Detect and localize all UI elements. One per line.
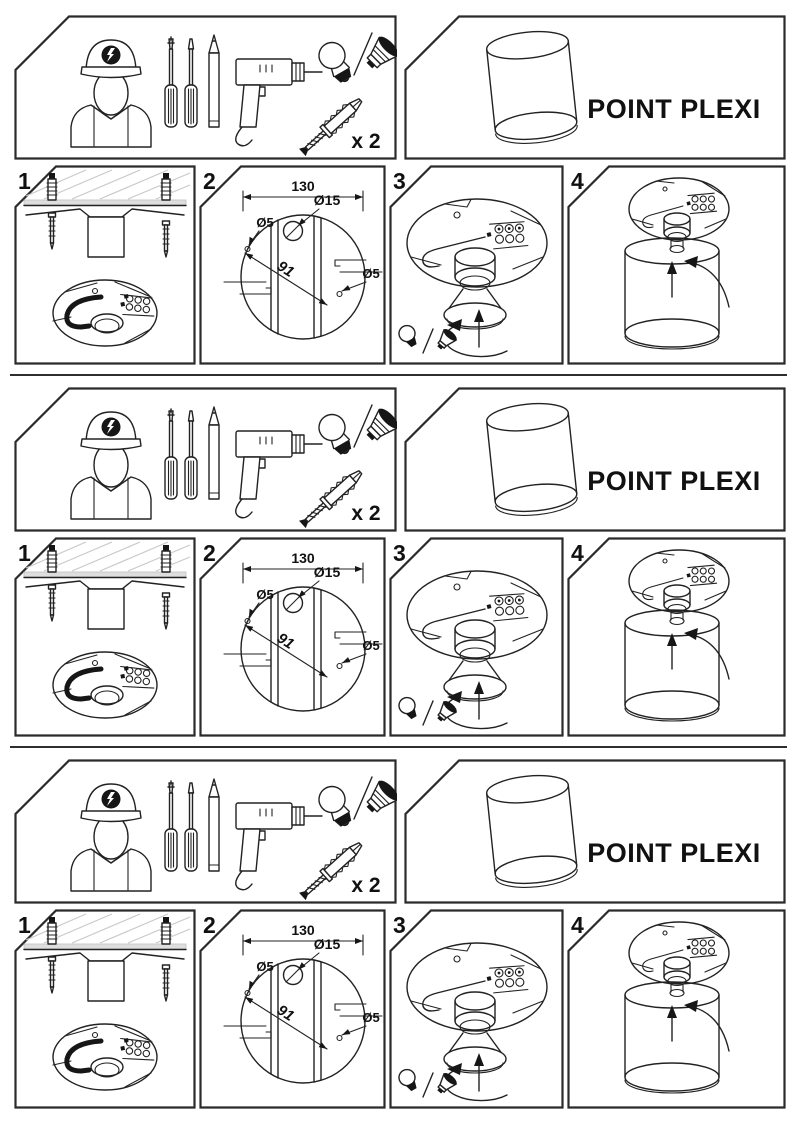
- svg-text:130: 130: [291, 178, 315, 194]
- mounting-plate: [53, 280, 157, 346]
- panel-border: [406, 389, 785, 531]
- product-title: POINT PLEXI: [587, 466, 761, 496]
- step-number: 1: [18, 912, 31, 938]
- pencil-icon: [209, 779, 219, 871]
- mounting-plate: [53, 1024, 157, 1090]
- step-panel-1: [14, 909, 196, 1109]
- product-title: POINT PLEXI: [587, 94, 761, 124]
- step-number: 4: [571, 168, 584, 194]
- mounting-plate: [53, 652, 157, 718]
- panel-border: [406, 761, 785, 903]
- step-panel-4: [567, 165, 786, 365]
- svg-text:Ø15: Ø15: [313, 564, 341, 580]
- junction-box: [88, 217, 124, 257]
- svg-text:Ø5: Ø5: [256, 959, 274, 974]
- junction-box: [88, 961, 124, 1001]
- step-number: 3: [393, 540, 406, 566]
- svg-text:Ø15: Ø15: [313, 192, 341, 208]
- step-panel-4: [567, 909, 786, 1109]
- product-panel: [404, 759, 786, 904]
- step-panel-1: [14, 537, 196, 737]
- instruction-block: [0, 759, 793, 1109]
- step-number: 4: [571, 912, 584, 938]
- tools-panel: [14, 387, 397, 532]
- panel-border: [406, 17, 785, 159]
- step-number: 2: [203, 912, 216, 938]
- anchor-quantity-label: x 2: [351, 502, 381, 525]
- step-panel-2: [199, 909, 386, 1109]
- svg-text:Ø5: Ø5: [362, 638, 380, 653]
- svg-text:Ø5: Ø5: [362, 1010, 380, 1025]
- header-row: [14, 15, 786, 160]
- instruction-block: [0, 387, 793, 737]
- step-number: 1: [18, 168, 31, 194]
- tools-panel: [14, 759, 397, 904]
- step-panel-4: [567, 537, 786, 737]
- svg-text:Ø5: Ø5: [256, 587, 274, 602]
- pencil-icon: [209, 407, 219, 499]
- svg-text:91: 91: [273, 1001, 298, 1025]
- steps-row: [14, 165, 786, 365]
- step-panel-1: [14, 165, 196, 365]
- step-number: 4: [571, 540, 584, 566]
- block-separator: [10, 374, 787, 376]
- svg-text:91: 91: [273, 257, 298, 281]
- step-panel-3: [389, 909, 564, 1109]
- svg-text:Ø5: Ø5: [362, 266, 380, 281]
- step-number: 3: [393, 168, 406, 194]
- svg-text:Ø15: Ø15: [313, 936, 341, 952]
- step-panel-3: [389, 165, 564, 365]
- step-panel-2: [199, 165, 386, 365]
- svg-text:91: 91: [273, 629, 298, 653]
- junction-box: [88, 589, 124, 629]
- step-number: 2: [203, 168, 216, 194]
- svg-text:130: 130: [291, 550, 315, 566]
- steps-row: [14, 909, 786, 1109]
- step-number: 2: [203, 540, 216, 566]
- header-row: [14, 759, 786, 904]
- steps-row: [14, 537, 786, 737]
- block-separator: [10, 746, 787, 748]
- anchor-quantity-label: x 2: [351, 130, 381, 153]
- step-panel-3: [389, 537, 564, 737]
- product-panel: [404, 15, 786, 160]
- svg-text:130: 130: [291, 922, 315, 938]
- header-row: [14, 387, 786, 532]
- product-panel: [404, 387, 786, 532]
- svg-text:Ø5: Ø5: [256, 215, 274, 230]
- step-panel-2: [199, 537, 386, 737]
- instruction-block: [0, 15, 793, 365]
- product-title: POINT PLEXI: [587, 838, 761, 868]
- anchor-quantity-label: x 2: [351, 874, 381, 897]
- step-number: 1: [18, 540, 31, 566]
- pencil-icon: [209, 35, 219, 127]
- step-number: 3: [393, 912, 406, 938]
- tools-panel: [14, 15, 397, 160]
